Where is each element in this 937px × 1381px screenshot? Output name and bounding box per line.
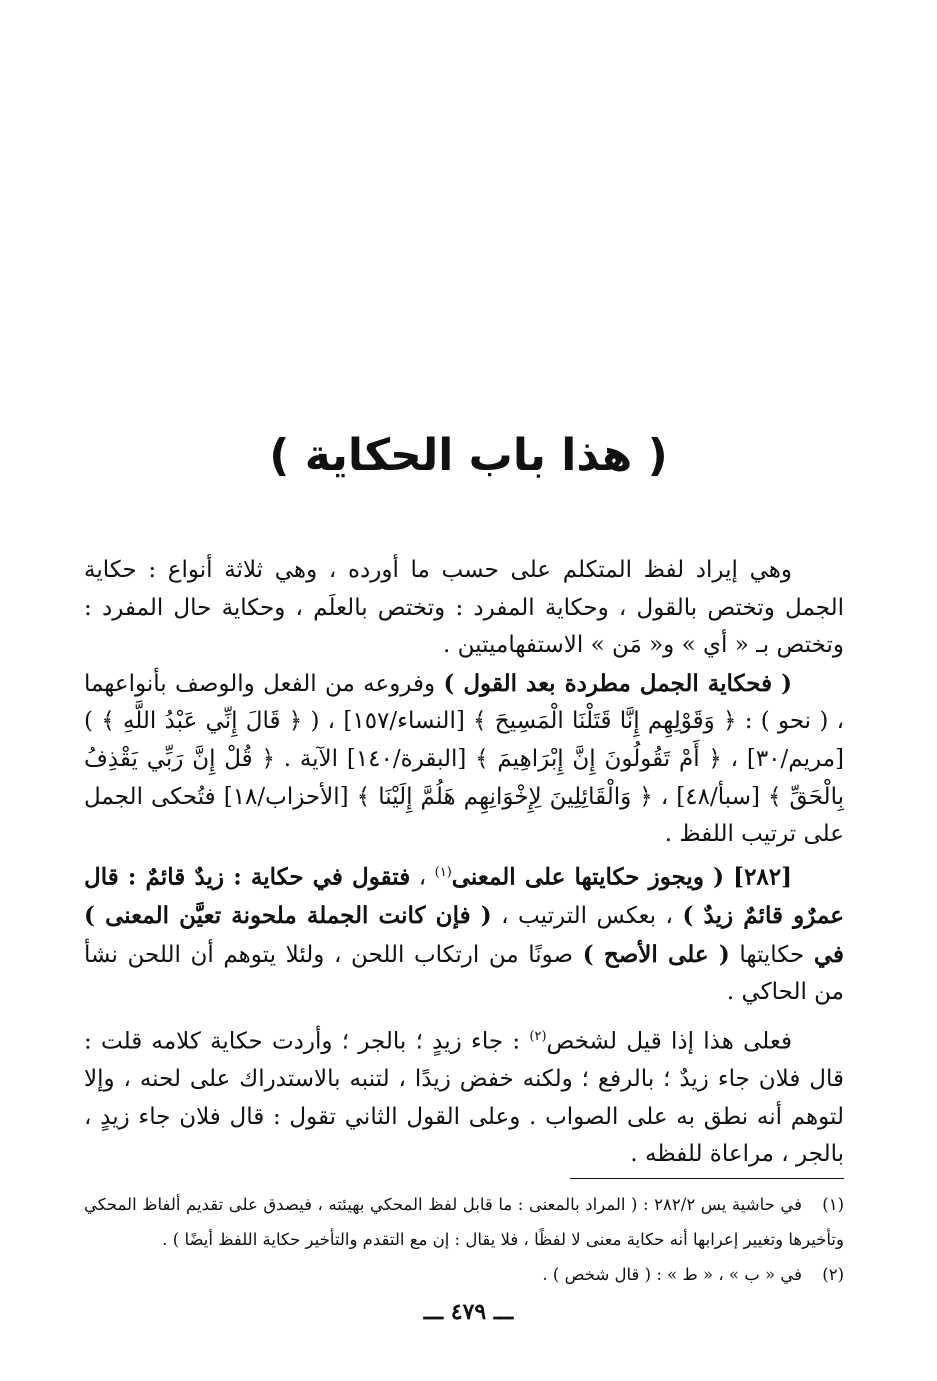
matn-text: فتقول في حكاية : زيدٌ قائمٌ : قال عمرٌو قائمٌ زيدٌ ): [84, 863, 844, 929]
footnotes: [84, 1187, 844, 1292]
chapter-title: ( هذا باب الحكاية ): [269, 430, 668, 481]
footnote-text: في حاشية يس ٢٨٢/٢ : ( المراد بالمعنى : ما قابل لفظ المحكي بهيئته ، فيصدق على تقديم ألفاظ المحكي وتأخيرها وتغيير إعرابها أنه حكاية معنى لا لفظًا ، فلا يقال : إن مع التقدم والتأخير حكاية اللفظ أيضًا ) .: [84, 1195, 844, 1249]
matn-text: [٢٨٢] ( ويجوز حكايتها على المعنى: [451, 863, 793, 891]
commentary-text: وفروعه من الفعل والوصف بأنواعهما ، ( نحو ) : ﴿ وَقَوْلِهِم إِنَّا قَتَلْنَا الْمَسِيحَ ﴾ [النساء/١٥٧] ، ( ﴿ قَالَ إِنِّي عَبْدُ اللَّهِ ﴾ ) [مريم/٣٠] ، ﴿ أَمْ تَقُولُونَ إِنَّ إِبْرَاهِيمَ ﴾ [البقرة/١٤٠] الآية . ﴿ قُلْ إِنَّ رَبِّي يَقْذِفُ بِالْحَقِّ ﴾ [سبأ/٤٨] ، ﴿ وَالْقَائِلِينَ لِإِخْوَانِهِم هَلُمَّ إِلَيْنَا ﴾ [الأحزاب/١٨] فتُحكى الجمل على ترتيب اللفظ .: [84, 670, 844, 848]
footnote-number: (١): [822, 1195, 844, 1214]
footnote-marker[interactable]: (٢): [529, 1028, 547, 1044]
main-text: [84, 552, 844, 1174]
commentary-text: حكايتها: [729, 941, 814, 968]
footnote-marker[interactable]: (١): [434, 864, 452, 880]
paragraph-example: [84, 1018, 844, 1174]
page-number: ـــ ٤٧٩ ـــ: [423, 1299, 514, 1325]
commentary-text: ،: [410, 864, 435, 891]
paragraph-definition: وهي إيراد لفظ المتكلم على حسب ما أورده ، وهي ثلاثة أنواع : حكاية الجمل وتختص بالقول ، وحكاية المفرد : وتختص بالعلَم ، وحكاية حال المفرد : وتختص بـ « أي » و« مَن » الاستفهاميتين .: [84, 557, 844, 659]
matn-text: ( على الأصح ): [582, 940, 730, 968]
paragraph-sentence-narration: [84, 665, 844, 854]
paragraph-282: [84, 854, 844, 1012]
footnote-number: (٢): [822, 1265, 844, 1284]
commentary-text: فعلى هذا إذا قيل لشخص: [546, 1028, 792, 1055]
footnote-text: في « ب » ، « ط » : ( قال شخص ) .: [542, 1265, 802, 1284]
footnote-separator: [570, 1178, 844, 1179]
footnote-1: [84, 1187, 844, 1257]
footnote-2: [84, 1257, 844, 1292]
matn-text: ( فإن كانت الجملة ملحونة تعيَّن المعنى ) في: [84, 902, 844, 968]
commentary-text: : جاء زيدٍ ؛ بالجر ؛ وأردت حكاية كلامه قلت : قال فلان جاء زيدٌ ؛ بالرفع ؛ ولكنه خفض زيدًا ، لتنبه بالاستدراك على لحنه ، وإلا لتوهم أنه نطق به على الصواب . وعلى القول الثاني تقول : قال فلان جاء زيدٍ ، بالجر ، مراعاة للفظه .: [84, 1028, 844, 1168]
commentary-text: صونًا من ارتكاب اللحن ، ولئلا يتوهم أن اللحن نشأ من الحاكي .: [84, 941, 844, 1006]
matn-text: ( فحكاية الجمل مطردة بعد القول ): [443, 669, 792, 697]
commentary-text: ، بعكس الترتيب ،: [491, 903, 683, 929]
